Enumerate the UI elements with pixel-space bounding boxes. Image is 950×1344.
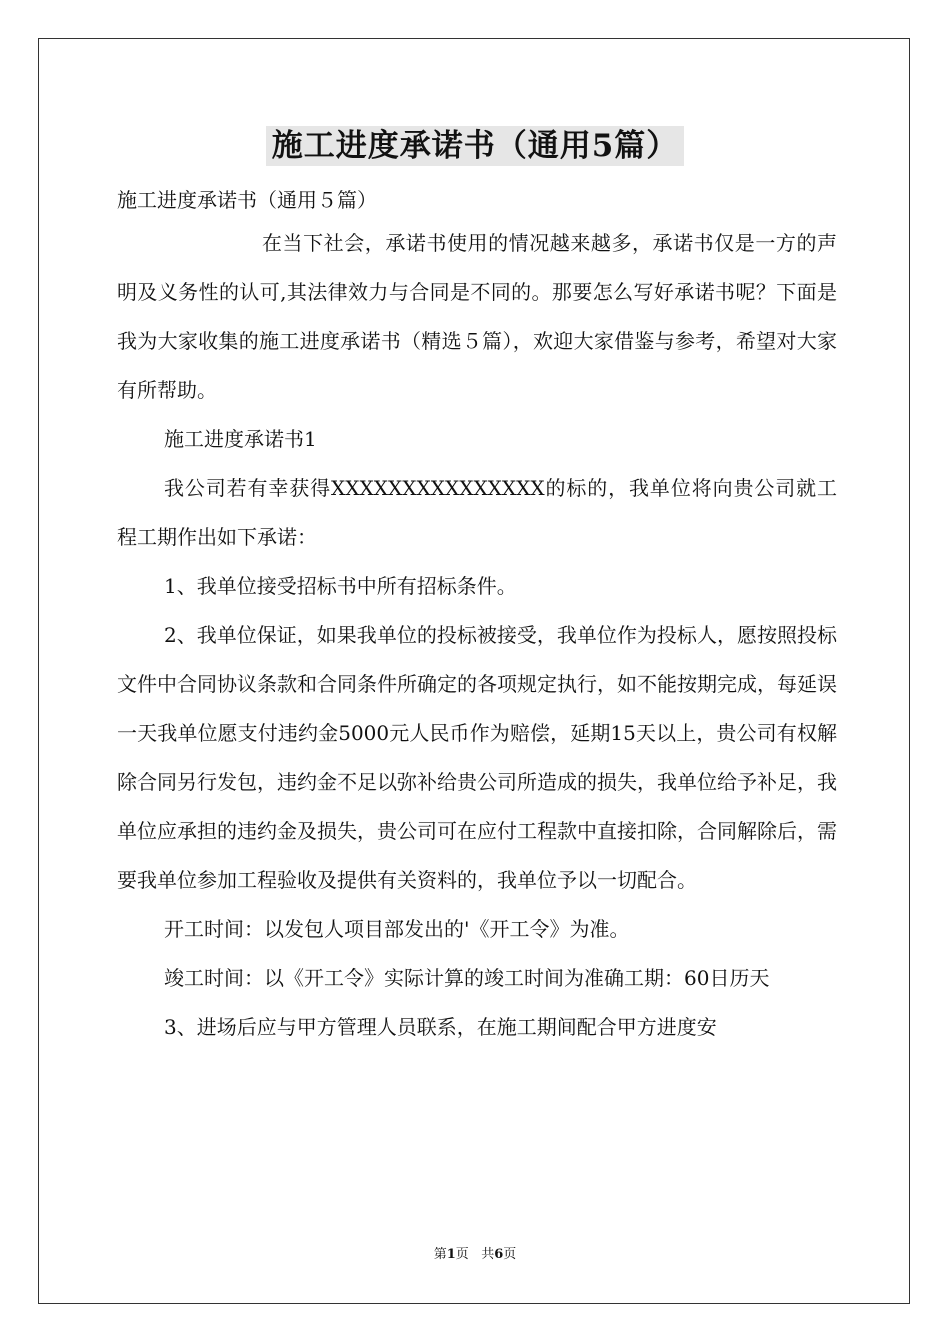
document-subtitle: 施工进度承诺书（通用５篇） — [117, 188, 377, 212]
body-paragraph: 我公司若有幸获得XXXXXXXXXXXXXXX的标的，我单位将向贵公司就工程工期作出如下承诺： — [117, 476, 837, 549]
intro-paragraph: 在当下社会，承诺书使用的情况越来越多，承诺书仅是一方的声明及义务性的认可,其法律效力与合同是不同的。那要怎么写好承诺书呢？下面是我为大家收集的施工进度承诺书（精选５篇），欢迎大家借鉴与参考，希望对大家有所帮助。 — [117, 231, 837, 402]
body-paragraph: 2、我单位保证，如果我单位的投标被接受，我单位作为投标人，愿按照投标文件中合同协议条款和合同条件所确定的各项规定执行，如不能按期完成，每延误一天我单位愿支付违约金5000元人民币作为赔偿，延期15天以上，贵公司有权解除合同另行发包，违约金不足以弥补给贵公司所造成的损失，我单位给予补足，我单位应承担的违约金及损失，贵公司可在应付工程款中直接扣除，合同解除后，需要我单位参加工程验收及提供有关资料的，我单位予以一切配合。 — [117, 623, 837, 892]
total-prefix: 共 — [481, 1247, 495, 1262]
body-paragraph: 1、我单位接受招标书中所有招标条件。 — [164, 574, 517, 598]
body-paragraph: 开工时间：以发包人项目部发出的'《开工令》为准。 — [164, 917, 630, 941]
section-heading: 施工进度承诺书1 — [164, 427, 317, 451]
page-current: 1 — [446, 1247, 456, 1262]
page-prefix: 第 — [433, 1247, 447, 1262]
document-body — [117, 181, 837, 1052]
page-footer — [0, 1246, 950, 1264]
page-total: 6 — [494, 1247, 504, 1262]
title-container — [0, 126, 950, 166]
document-title: 施工进度承诺书（通用5篇） — [266, 126, 685, 166]
body-paragraph: 竣工时间：以《开工令》实际计算的竣工时间为准确工期：60日历天 — [164, 966, 770, 990]
page-suffix: 页 — [455, 1247, 469, 1262]
body-paragraph: 3、进场后应与甲方管理人员联系，在施工期间配合甲方进度安 — [164, 1015, 717, 1039]
total-suffix: 页 — [503, 1247, 517, 1262]
